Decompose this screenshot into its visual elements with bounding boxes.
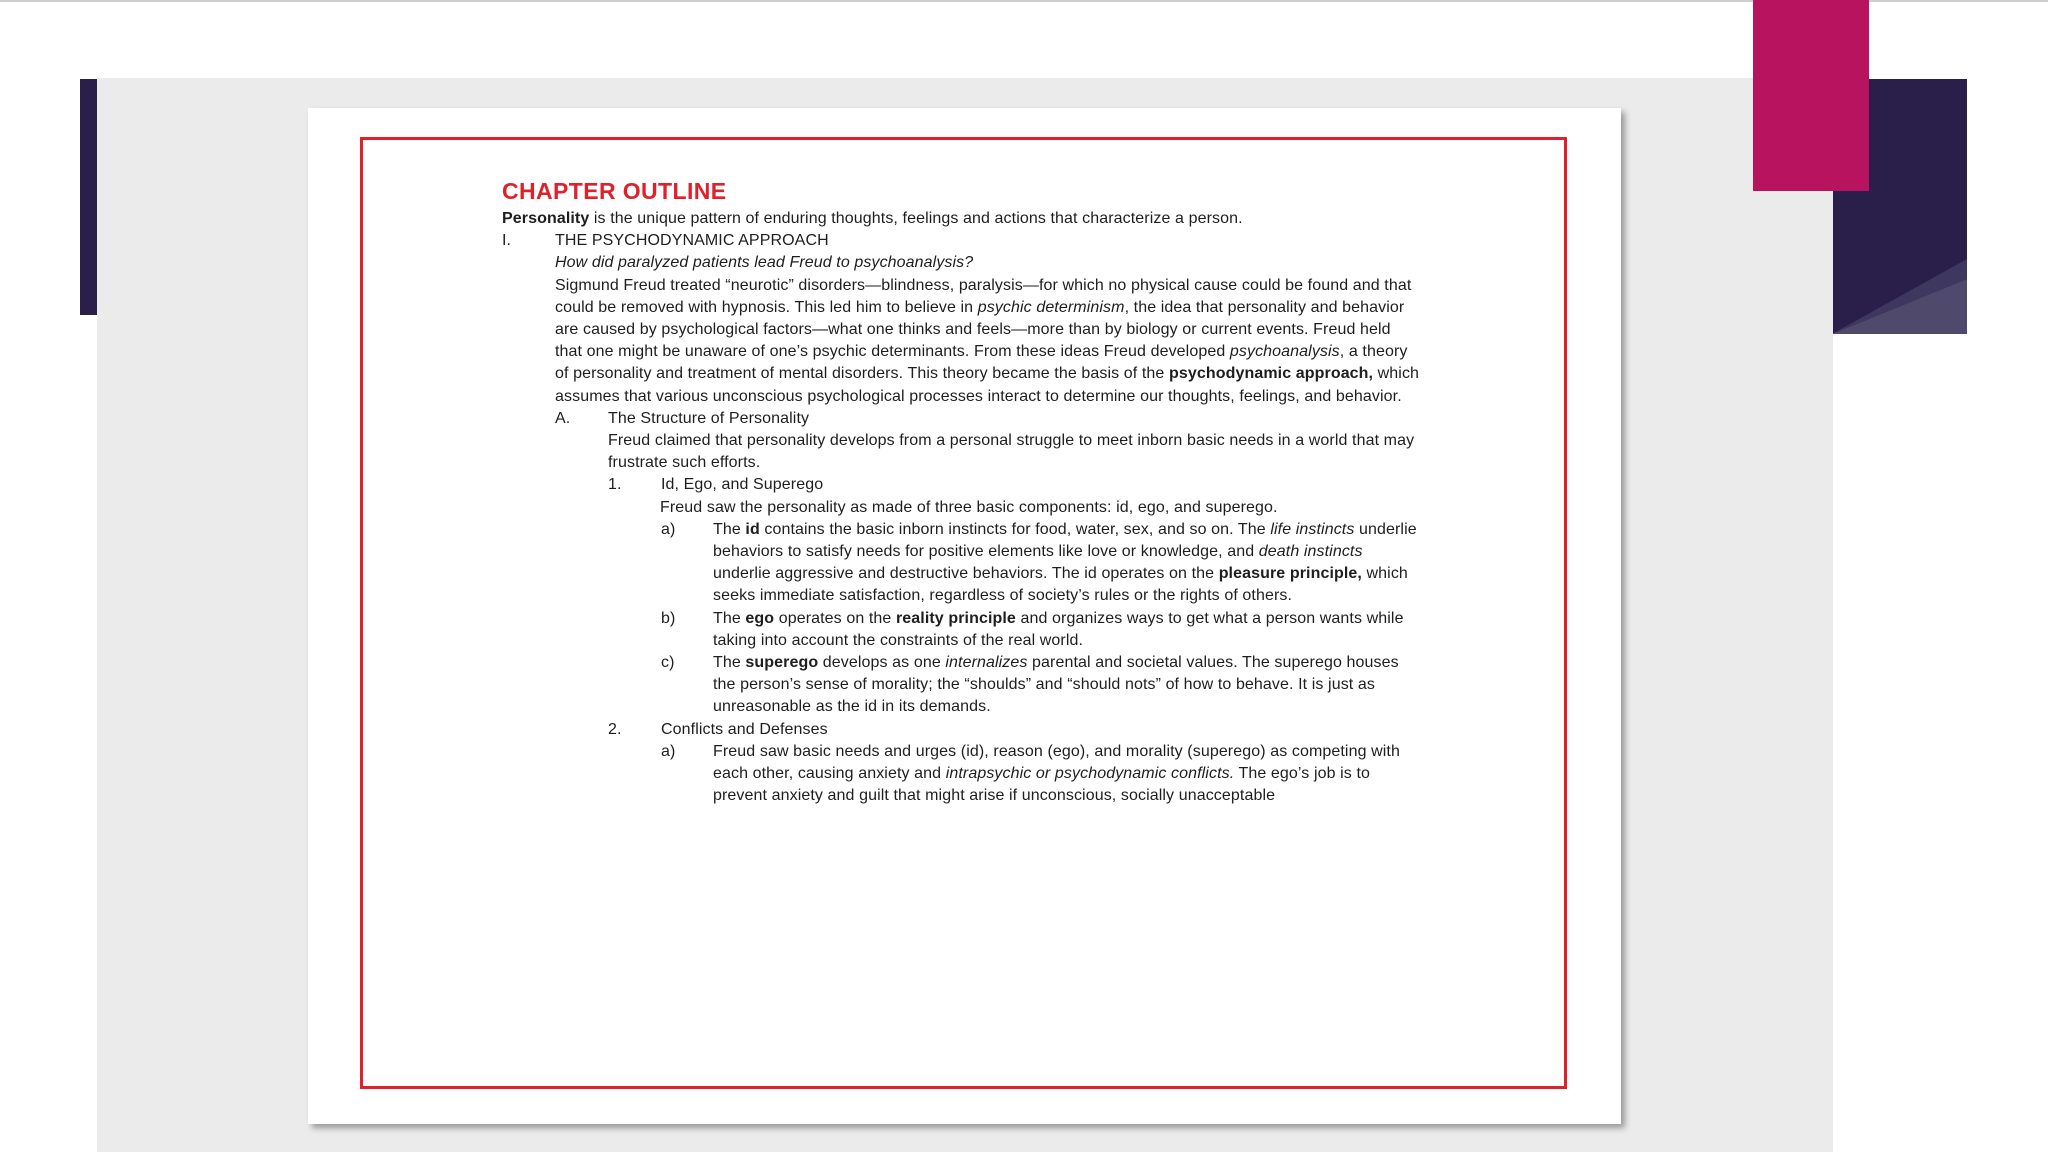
outline-marker: a): [661, 742, 676, 760]
item-heading-id-ego-superego: [502, 474, 1422, 496]
question-text: How did paralyzed patients lead Freud to psychoanalysis?: [555, 254, 974, 272]
para-text: operates on the: [774, 609, 896, 627]
para-text: Freud saw basic needs and urges (id), reason (ego), and morality (superego) as competing with each other, causing anxiety and: [713, 742, 1400, 783]
para-text: Sigmund Freud treated “neurotic” disorders—blindness, paralysis—for which no physical cause could be found and that could be removed with hypnosis. This led him to believe in: [555, 276, 1412, 316]
para-text: and organizes ways to get what a person wants while taking into account the constraints of the real world.: [713, 609, 1404, 649]
subitem-conflicts: [502, 741, 1422, 808]
subitem-superego: [502, 652, 1422, 719]
intro-text: is the unique pattern of enduring thoughts, feelings and actions that characterize a person.: [589, 210, 1243, 227]
subsection-heading-text: The Structure of Personality: [608, 409, 810, 427]
term-intrapsychic-conflicts: intrapsychic or psychodynamic conflicts.: [945, 765, 1235, 783]
psychodynamic-paragraph: [502, 275, 1422, 408]
chapter-title: CHAPTER OUTLINE: [502, 178, 727, 204]
term-internalizes: internalizes: [945, 654, 1028, 672]
term-ego: ego: [745, 609, 775, 627]
top-border-line: [0, 0, 2048, 2]
decorative-magenta-bar: [1753, 0, 1869, 191]
para-text: underlie behaviors to satisfy needs for positive elements like love or knowledge, and: [713, 520, 1417, 561]
para-text: which assumes that various unconscious psychological processes interact to determine our thoughts, feelings, and behavior.: [555, 365, 1420, 405]
para-text: develops as one: [818, 654, 946, 672]
term-pleasure-principle: pleasure principle,: [1218, 565, 1362, 583]
para-text: which seeks immediate satisfaction, regardless of society’s rules or the rights of others.: [713, 565, 1408, 605]
item-heading-conflicts: [502, 719, 1422, 741]
para-text: The: [713, 654, 746, 672]
term-psychoanalysis: psychoanalysis: [1229, 343, 1340, 361]
outline-marker: c): [661, 654, 675, 672]
outline-marker: 1.: [608, 476, 622, 494]
subitem-ego: [502, 608, 1422, 652]
para-text: parental and societal values. The superego houses the person’s sense of morality; the “shoulds” and “should nots” of how to behave. It is just as unreasonable as the id in its demands.: [713, 654, 1399, 716]
term-id: id: [745, 520, 760, 538]
outline-marker: I.: [502, 232, 512, 250]
term-psychodynamic-approach: psychodynamic approach,: [1168, 365, 1374, 383]
outline-marker: a): [661, 520, 676, 538]
para-text: , a theory of personality and treatment of mental disorders. This theory became the basis of the: [555, 343, 1408, 383]
term-psychic-determinism: psychic determinism: [977, 298, 1125, 316]
subsection-heading-structure: [502, 408, 1422, 430]
item-heading-text: Id, Ego, and Superego: [661, 476, 824, 494]
term-reality-principle: reality principle: [895, 609, 1016, 627]
outline-marker: A.: [555, 409, 571, 427]
intro-paragraph: [502, 208, 1422, 230]
term-life-instincts: life instincts: [1270, 520, 1355, 538]
section-heading-psychodynamic: [502, 230, 1422, 252]
outline-marker: b): [661, 609, 676, 627]
para-text: , the idea that personality and behavior are caused by psychological factors—what one thinks and feels—more than by biology or current events. Freud held that one might be unaware of one’s psychic determinants. From these ideas Freud developed: [555, 298, 1405, 361]
term-personality: Personality: [502, 210, 590, 227]
para-text: underlie aggressive and destructive behaviors. The id operates on the: [713, 565, 1219, 583]
subitem-id: [502, 519, 1422, 608]
chapter-outline-text: [502, 176, 1422, 807]
section-heading-text: THE PSYCHODYNAMIC APPROACH: [555, 232, 829, 250]
outline-marker: 2.: [608, 720, 622, 738]
term-death-instincts: death instincts: [1258, 543, 1363, 561]
para-text: The: [713, 609, 746, 627]
guiding-question: [502, 252, 1422, 274]
document-page: [308, 108, 1621, 1124]
para-text: The: [713, 520, 746, 538]
para-text: contains the basic inborn instincts for food, water, sex, and so on. The: [759, 520, 1271, 538]
components-paragraph: Freud saw the personality as made of three basic components: id, ego, and superego.: [660, 498, 1278, 516]
item-heading-text: Conflicts and Defenses: [661, 720, 828, 738]
term-superego: superego: [745, 654, 819, 672]
para-text: The ego’s job is to prevent anxiety and guilt that might arise if unconscious, socially unacceptable: [713, 765, 1370, 805]
structure-paragraph: Freud claimed that personality develops from a personal struggle to meet inborn basic needs in a world that may frustrate such efforts.: [608, 432, 1415, 472]
